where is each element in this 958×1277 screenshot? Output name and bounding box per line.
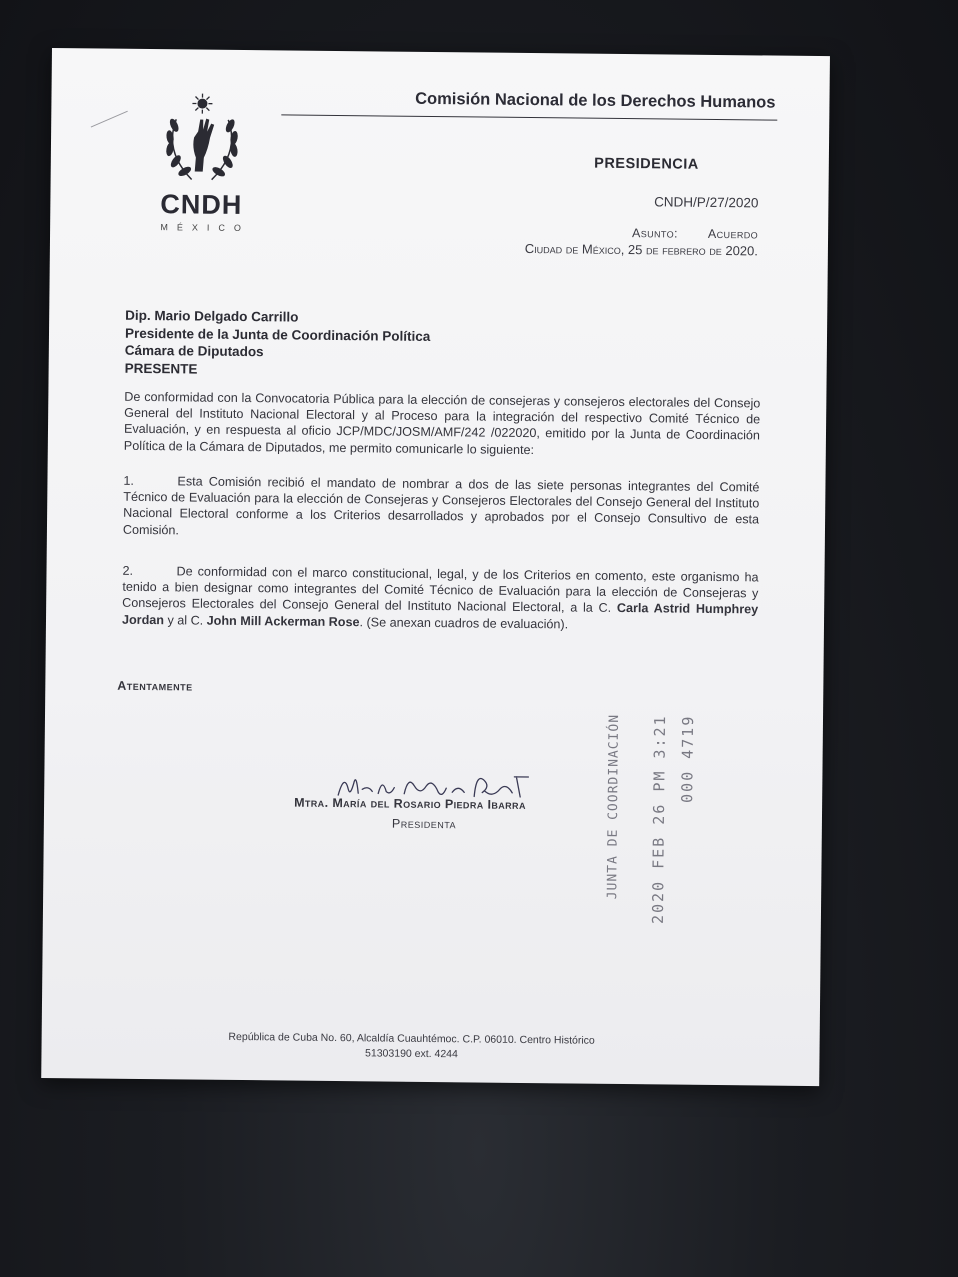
subject-label: Asunto: [631, 226, 679, 241]
pen-mark [91, 111, 128, 128]
appointee-2: John Mill Ackerman Rose [206, 613, 360, 629]
stamp-datetime: 2020 FEB 26 PM 3:21 [648, 714, 670, 925]
item-1-number: 1. [123, 473, 135, 488]
footer-phone: 51303190 ext. 4244 [365, 1047, 458, 1061]
recipient-position: Presidente de la Junta de Coordinación Política [124, 325, 431, 344]
item-2 [122, 563, 759, 634]
cndh-logo [146, 91, 257, 233]
closing-salutation: Atentamente [117, 678, 193, 694]
place-date: Ciudad de México, 25 de febrero de 2020. [524, 240, 758, 259]
reference-number: CNDH/P/27/2020 [654, 194, 759, 211]
footer-address: República de Cuba No. 60, Alcaldía Cuauhtémoc. C.P. 06010. Centro Histórico [228, 1030, 595, 1047]
signer-role: Presidenta [391, 816, 457, 832]
item-1-text: Esta Comisión recibió el mandato de nombrar a dos de las siete personas integrantes del Comité Técnico de Evaluación para la elección de Consejeras y Consejeros Electorales del Consejo General del Instituto Nacional Electoral conforme a los Criterios desarrollados y aprobados por el Consejo Consultivo de esta Comisión. [122, 474, 760, 537]
letter-page [41, 48, 830, 1086]
item-2-text-b: y al C. [167, 612, 204, 628]
institution-name: Comisión Nacional de los Derechos Humanos [415, 89, 776, 112]
office-title: PRESIDENCIA [594, 155, 699, 173]
appointee-1: Carla Astrid Humphrey Jordan [121, 601, 759, 627]
subject-line [632, 226, 758, 241]
recipient-salutation: PRESENTE [124, 360, 198, 377]
item-2-number: 2. [122, 563, 134, 578]
stamp-office: JUNTA DE COORDINACIÓN [605, 713, 623, 900]
item-1 [123, 473, 760, 544]
stamp-folio: 000 4719 [678, 714, 698, 804]
intro-paragraph: De conformidad con la Convocatoria Pública para la elección de consejeras y consejeros electorales del Consejo General del Instituto Nacional Electoral y al Proceso para la integración del respectivo Comité Técnico de Evaluación, y en respuesta al oficio JCP/MDC/JOSM/AMF/242 /022020, emitido por la Junta de Coordinación Política de la Cámara de Diputados, me permito comunicarle lo siguiente: [123, 389, 761, 457]
recipient-chamber: Cámara de Diputados [124, 342, 264, 360]
footer [171, 1029, 651, 1064]
logo-wordmark: CNDH [160, 189, 243, 221]
item-2-text-a: De conformidad con el marco constitucional, legal, y de los Criterios en comento, este organismo ha tenido a bien designar como integrantes del Comité Técnico de Evaluación para la elección de Consejeras y Consejeros Electorales del Consejo General del Instituto Nacional Electoral, a la C. [122, 564, 759, 616]
item-2-text-c: . (Se anexan cuadros de evaluación). [359, 614, 569, 632]
reception-stamp [573, 713, 755, 925]
recipient-block [125, 307, 431, 380]
signer-name: Mtra. María del Rosario Piedra Ibarra [294, 795, 526, 813]
recipient-name: Dip. Mario Delgado Carrillo [125, 307, 299, 325]
hand-wreath-emblem-icon [154, 91, 251, 188]
header-divider [281, 114, 777, 120]
subject-value: Acuerdo [707, 226, 759, 242]
logo-country: MÉXICO [160, 222, 250, 234]
